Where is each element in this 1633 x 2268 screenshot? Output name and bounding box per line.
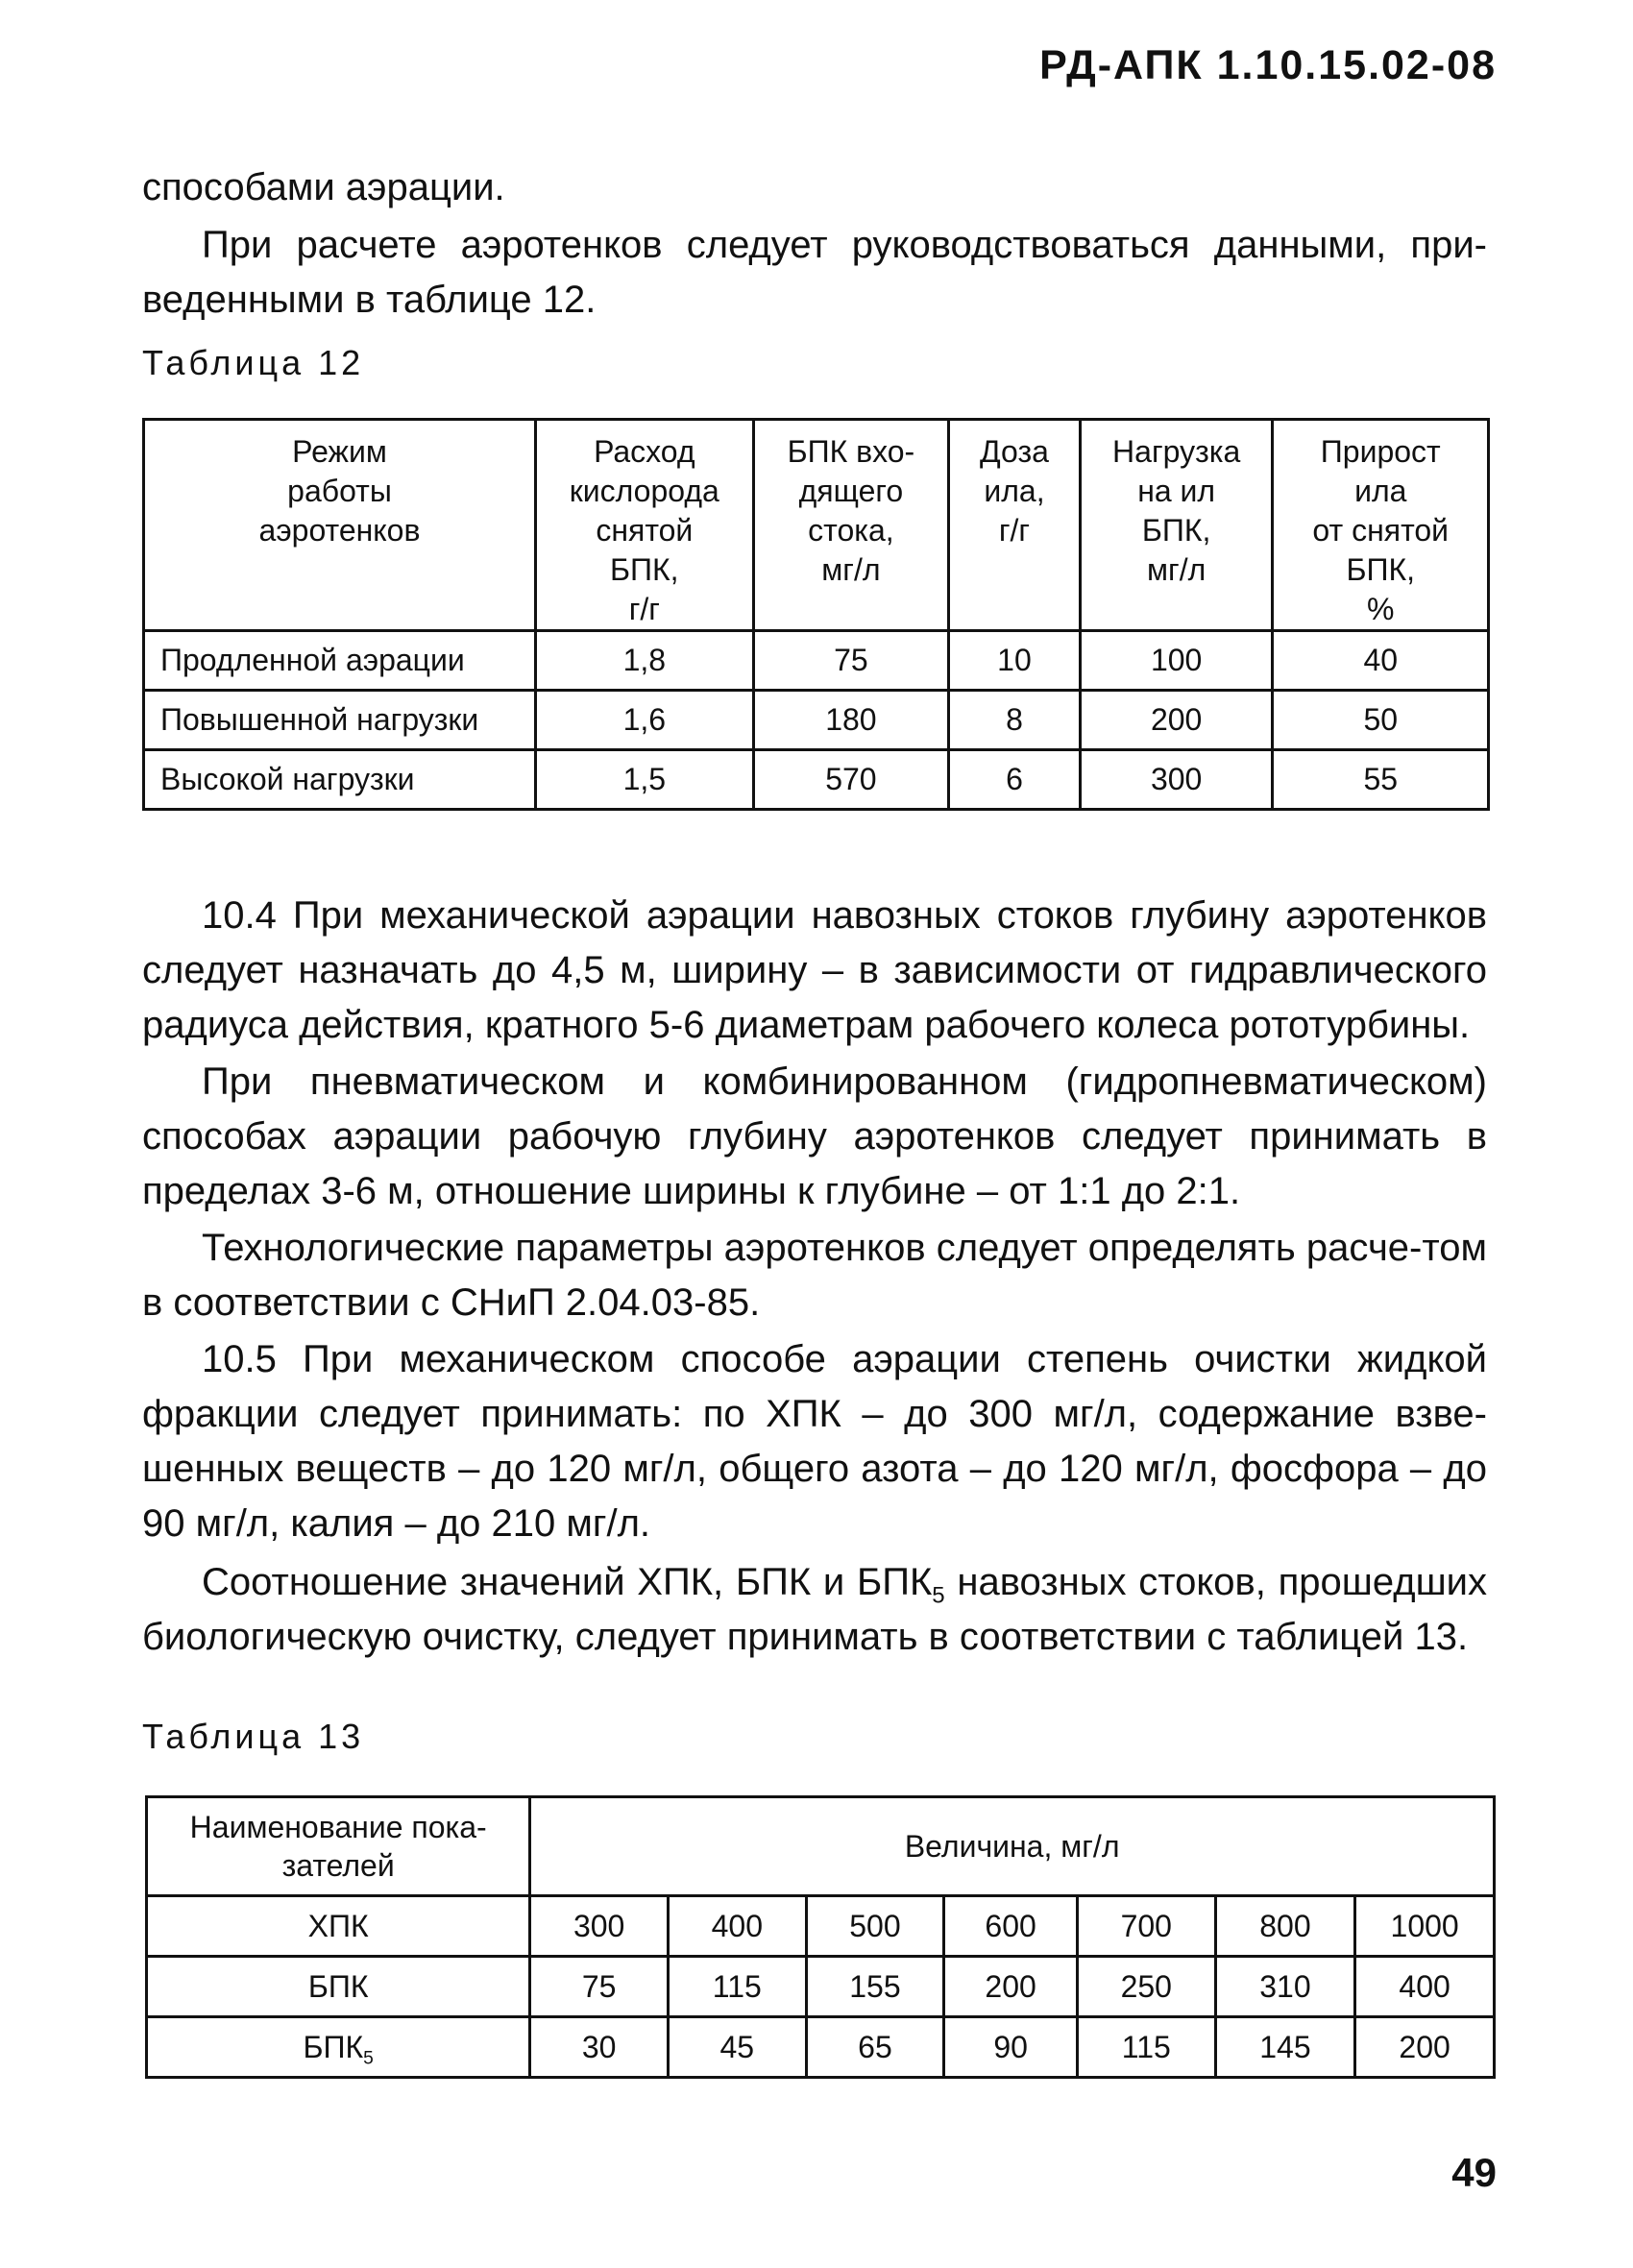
- table-cell: 800: [1215, 1896, 1355, 1957]
- table12-header-row: [144, 420, 1489, 631]
- paragraph-pneumatic-aeration: При пневматическом и комбинированном (гидропневматическом) способах аэрации рабочую глубину аэротенков следует принимать в пределах 3-6 м, отношение ширины к глубине – от 1:1 до 2:1.: [142, 1061, 1487, 1212]
- row-label: [147, 1896, 530, 1957]
- table-cell: 570: [753, 750, 949, 810]
- row-label: [147, 2017, 530, 2078]
- header-line: БПК вхо-: [787, 434, 915, 469]
- table-12: [142, 418, 1490, 811]
- header-line: Наименование пока-: [189, 1810, 487, 1844]
- header-line: работы: [287, 474, 392, 508]
- table-cell: 75: [753, 631, 949, 691]
- header-line: мг/л: [821, 552, 881, 587]
- table-cell: 400: [668, 1896, 806, 1957]
- table-row: [147, 1896, 1495, 1957]
- table-cell: 115: [668, 1957, 806, 2017]
- table-cell: 40: [1273, 631, 1489, 691]
- header-line: БПК,: [1346, 552, 1415, 587]
- table-cell: 10: [949, 631, 1081, 691]
- table-cell: 200: [944, 1957, 1078, 2017]
- paragraph-table12-intro: При расчете аэротенков следует руководствоваться данными, при-веденными в таблице 12.: [142, 224, 1487, 321]
- table-cell: 30: [530, 2017, 669, 2078]
- header-line: дящего: [798, 474, 904, 508]
- table-cell: 115: [1077, 2017, 1215, 2078]
- header-line: %: [1367, 592, 1395, 626]
- table-cell: 75: [530, 1957, 669, 2017]
- table-cell: 200: [1080, 691, 1273, 750]
- row-label-text: БПК: [307, 1969, 369, 2004]
- row-label-text: БПК: [303, 2030, 364, 2064]
- table-13: [145, 1795, 1496, 2079]
- table12-header-cell: [949, 420, 1081, 631]
- table-cell: 50: [1273, 691, 1489, 750]
- header-line: БПК,: [610, 552, 679, 587]
- table13-header-value: Величина, мг/л: [530, 1797, 1495, 1896]
- table-cell: 400: [1355, 1957, 1495, 2017]
- table12-caption: Таблица 12: [142, 343, 365, 382]
- table-row: [144, 750, 1489, 810]
- row-label-text: ХПК: [307, 1909, 369, 1943]
- table13-header-row: [147, 1797, 1495, 1896]
- header-line: Нагрузка: [1112, 434, 1241, 469]
- table-cell: 300: [1080, 750, 1273, 810]
- subscript-5: 5: [363, 2048, 374, 2069]
- table-row: [147, 2017, 1495, 2078]
- table-cell: 1,5: [535, 750, 753, 810]
- table-cell: 500: [806, 1896, 944, 1957]
- table12-header-cell: [1080, 420, 1273, 631]
- paragraph-continuation: способами аэрации.: [142, 166, 505, 208]
- table-cell: 100: [1080, 631, 1273, 691]
- header-line: от снятой: [1312, 513, 1450, 548]
- table-cell: 1,8: [535, 631, 753, 691]
- table-row: [147, 1957, 1495, 2017]
- header-line: на ил: [1137, 474, 1216, 508]
- subscript-5: 5: [932, 1582, 945, 1609]
- table-cell: 310: [1215, 1957, 1355, 2017]
- row-label: Повышенной нагрузки: [144, 691, 536, 750]
- paragraph-10-4: 10.4 При механической аэрации навозных стоков глубину аэротенков следует назначать до 4,5 м, ширину – в зависимости от гидравлического радиуса действия, кратного 5-6 диаметрам рабочего колеса рототурбины.: [142, 894, 1487, 1046]
- header-line: Доза: [980, 434, 1049, 469]
- table12-header-cell: [535, 420, 753, 631]
- table12-header-cell: [144, 420, 536, 631]
- header-line: мг/л: [1147, 552, 1206, 587]
- table13-header-name: [147, 1797, 530, 1896]
- table-cell: 90: [944, 2017, 1078, 2078]
- table13-caption: Таблица 13: [142, 1717, 365, 1756]
- table-cell: 300: [530, 1896, 669, 1957]
- table-cell: 6: [949, 750, 1081, 810]
- table-cell: 180: [753, 691, 949, 750]
- table-cell: 200: [1355, 2017, 1495, 2078]
- table-cell: 45: [668, 2017, 806, 2078]
- header-line: Расход: [594, 434, 695, 469]
- table-cell: 600: [944, 1896, 1078, 1957]
- table-cell: 250: [1077, 1957, 1215, 2017]
- table-cell: 65: [806, 2017, 944, 2078]
- table-cell: 8: [949, 691, 1081, 750]
- paragraph-tech-parameters: Технологические параметры аэротенков следует определять расче-том в соответствии с СНиП 2.04.03-85.: [142, 1227, 1487, 1324]
- document-code: РД-АПК 1.10.15.02-08: [1039, 42, 1497, 88]
- row-label: [147, 1957, 530, 2017]
- page-number: 49: [1451, 2150, 1497, 2195]
- header-line: кислорода: [569, 474, 719, 508]
- header-line: снятой: [596, 513, 694, 548]
- table12-header-cell: [1273, 420, 1489, 631]
- header-line: БПК,: [1141, 513, 1211, 548]
- table-row: [144, 631, 1489, 691]
- header-line: Режим: [292, 434, 387, 469]
- table-cell: 700: [1077, 1896, 1215, 1957]
- row-label: Высокой нагрузки: [144, 750, 536, 810]
- header-line: г/г: [628, 592, 660, 626]
- table12-header-cell: [753, 420, 949, 631]
- header-line: Прирост: [1320, 434, 1441, 469]
- header-line: зателей: [281, 1848, 395, 1883]
- table-row: [144, 691, 1489, 750]
- paragraph-text-start: Соотношение значений ХПК, БПК и БПК: [202, 1561, 933, 1603]
- header-line: ила: [1354, 474, 1407, 508]
- paragraph-text-end: навозных стоков, прошедших биологическую очистку, следует принимать в соответствии с таблицей 13.: [142, 1561, 1488, 1658]
- table-cell: 155: [806, 1957, 944, 2017]
- table-cell: 55: [1273, 750, 1489, 810]
- row-label: Продленной аэрации: [144, 631, 536, 691]
- table-cell: 145: [1215, 2017, 1355, 2078]
- header-line: аэротенков: [258, 513, 421, 548]
- table-cell: 1000: [1355, 1896, 1495, 1957]
- paragraph-table13-intro: [142, 1555, 1487, 1665]
- header-line: ила,: [984, 474, 1045, 508]
- paragraph-10-5: 10.5 При механическом способе аэрации степень очистки жидкой фракции следует принимать: по ХПК – до 300 мг/л, содержание взве-шенных веществ – до 120 мг/л, общего азота – до 120 мг/л, фосфора – до 90 мг/л, калия – до 210 мг/л.: [142, 1338, 1487, 1545]
- table-cell: 1,6: [535, 691, 753, 750]
- header-line: г/г: [998, 513, 1031, 548]
- header-line: стока,: [808, 513, 894, 548]
